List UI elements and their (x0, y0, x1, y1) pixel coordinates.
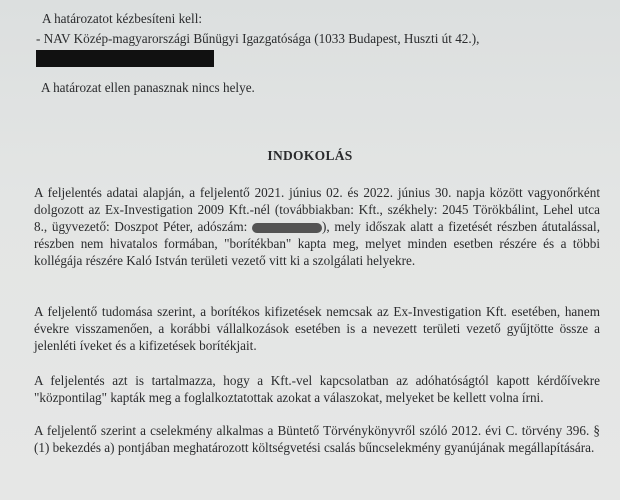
paragraph-2: A feljelentő tudomása szerint, a borítékos kifizetések nemcsak az Ex-Investigation Kft. esetében, hanem évekre visszamenően, a korábbi vállalkozások esetében is a nevezett területi vezető gyűjtötte össze a jelenléti íveket és a kifizetések borítékjait. (34, 304, 600, 353)
paragraph-3: A feljelentés azt is tartalmazza, hogy a Kft.-vel kapcsolatban az adóhatóságtól kapott kérdőívekre "központilag" kapták meg a foglalkoztatottak azokat a válaszokat, melyeket be kellett volna írni. (34, 373, 600, 405)
paragraph-1 (34, 185, 600, 270)
redacted-recipient (36, 50, 214, 67)
paragraph-1-part-b: ), mely időszak alatt a fizetését részben átutalással, részben nem hivatalos formában, "borítékban" kapta meg, melyet minden esetben részére és a többi kollégája részére Kaló István területi vezető vitt ki a szolgálati helyekre. (34, 218, 600, 268)
redacted-tax-number (252, 223, 322, 233)
paragraph-1-part-a: A feljelentés adatai alapján, a feljelentő 2021. június 02. és 2022. június 30. napja között vagyonőrként dolgozott az Ex-Investigation 2009 Kft.-nél (továbbiakban: Kft., székhely: 2045 Törökbálint, Lehel utca 8., ügyvezető: Doszpot Péter, adószám: (34, 185, 600, 234)
paragraph-4: A feljelentő szerint a cselekmény alkalmas a Büntető Törvénykönyvről szóló 2012. évi C. törvény 396. § (1) bekezdés a) pontjában meghatározott költségvetési csalás bűncselekmény gyanújának megállapítására. (34, 423, 600, 455)
section-title: INDOKOLÁS (267, 148, 353, 163)
recipient-nav: - NAV Közép-magyarországi Bűnügyi Igazgatósága (1033 Budapest, Huszti út 42.), (36, 31, 480, 46)
no-appeal-notice: A határozat ellen panasznak nincs helye. (41, 80, 255, 95)
delivery-label: A határozatot kézbesíteni kell: (42, 11, 203, 26)
